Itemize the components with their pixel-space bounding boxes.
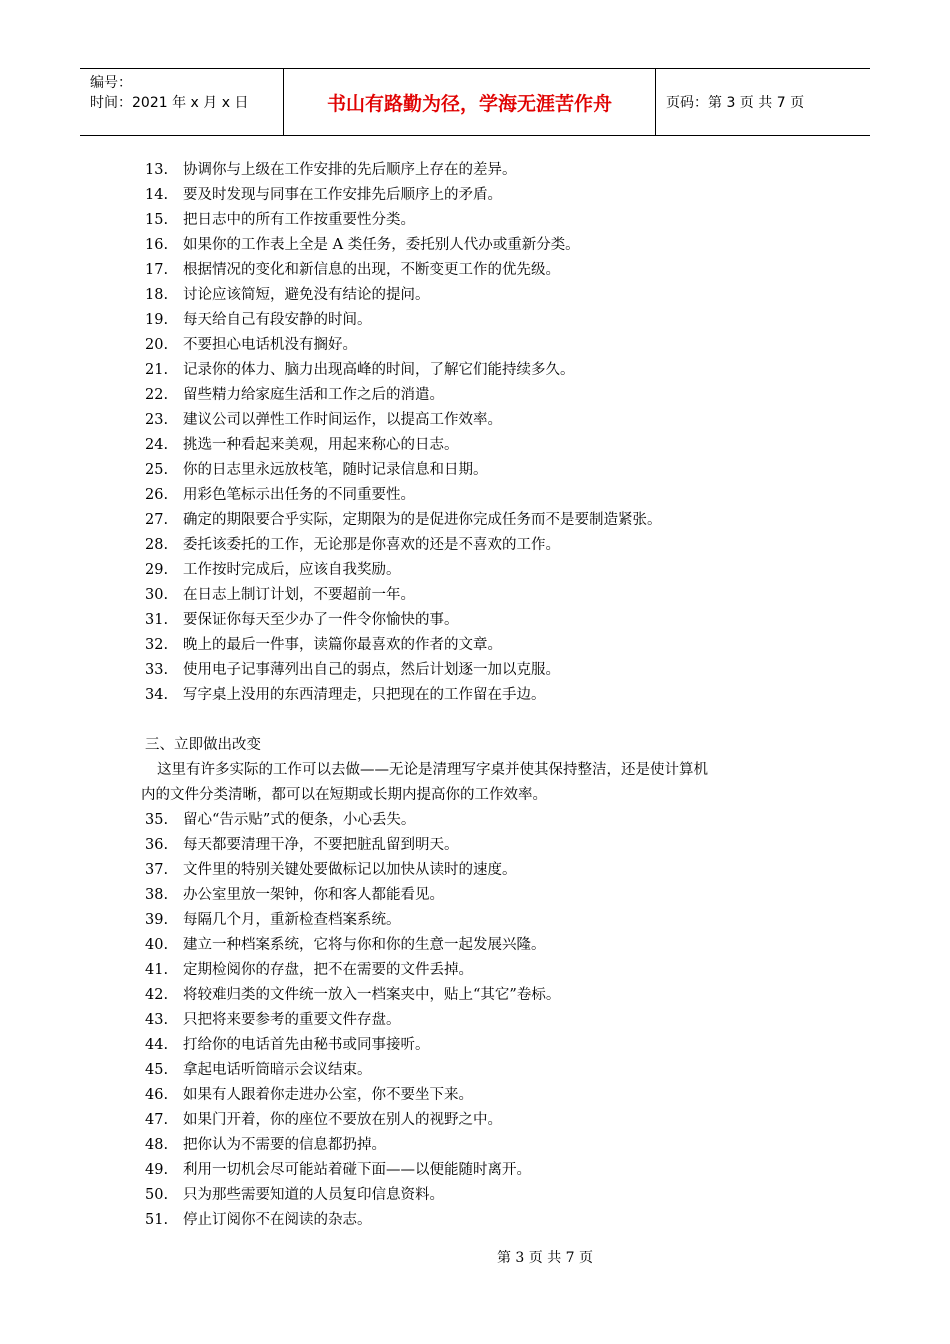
list-item	[145, 1058, 825, 1083]
item-number: 30.	[145, 587, 169, 603]
list-item	[145, 833, 825, 858]
list-item	[145, 633, 825, 658]
list-item	[145, 308, 825, 333]
item-text: 确定的期限要合乎实际，定期限为的是促进你完成任务而不是要制造紧张。	[183, 512, 662, 528]
list-item	[145, 183, 825, 208]
section-paragraph-line-2: 内的文件分类清晰，都可以在短期或长期内提高你的工作效率。	[141, 787, 547, 803]
item-number: 44.	[145, 1037, 169, 1053]
item-text: 留心“告示贴”式的便条，小心丢失。	[183, 812, 416, 828]
item-text: 如果你的工作表上全是 A 类任务，委托别人代办或重新分类。	[183, 237, 580, 253]
item-text: 每隔几个月，重新检查档案系统。	[183, 912, 401, 928]
item-text: 写字桌上没用的东西清理走，只把现在的工作留在手边。	[183, 687, 546, 703]
item-number: 23.	[145, 412, 169, 428]
number-label: 编号：	[90, 75, 132, 91]
header-motto: 书山有路勤为径，学海无涯苦作舟	[283, 69, 656, 135]
list-item	[145, 508, 825, 533]
item-number: 37.	[145, 862, 169, 878]
item-number: 40.	[145, 937, 169, 953]
item-text: 协调你与上级在工作安排的先后顺序上存在的差异。	[183, 162, 517, 178]
list-item	[145, 983, 825, 1008]
item-number: 18.	[145, 287, 169, 303]
item-text: 晚上的最后一件事，读篇你最喜欢的作者的文章。	[183, 637, 502, 653]
list-item	[145, 883, 825, 908]
item-text: 要保证你每天至少办了一件令你愉快的事。	[183, 612, 459, 628]
section-heading: 三、立即做出改变	[145, 737, 261, 753]
item-text: 办公室里放一架钟，你和客人都能看见。	[183, 887, 444, 903]
list-item	[145, 283, 825, 308]
time-label: 时间：2021 年 x 月 x 日	[90, 95, 249, 111]
list-item	[145, 608, 825, 633]
item-text: 不要担心电话机没有搁好。	[183, 337, 357, 353]
spacer	[145, 708, 825, 733]
list-item	[145, 358, 825, 383]
item-number: 39.	[145, 912, 169, 928]
item-number: 21.	[145, 362, 169, 378]
item-text: 挑选一种看起来美观，用起来称心的日志。	[183, 437, 459, 453]
item-text: 建立一种档案系统，它将与你和你的生意一起发展兴隆。	[183, 937, 546, 953]
list-item	[145, 333, 825, 358]
item-text: 拿起电话听筒暗示会议结束。	[183, 1062, 372, 1078]
item-text: 文件里的特别关键处要做标记以加快从读时的速度。	[183, 862, 517, 878]
item-text: 如果门开着，你的座位不要放在别人的视野之中。	[183, 1112, 502, 1128]
item-number: 24.	[145, 437, 169, 453]
item-text: 打给你的电话首先由秘书或同事接听。	[183, 1037, 430, 1053]
list-item	[145, 258, 825, 283]
list-item	[145, 158, 825, 183]
list-item	[145, 1108, 825, 1133]
item-number: 41.	[145, 962, 169, 978]
item-number: 47.	[145, 1112, 169, 1128]
item-number: 26.	[145, 487, 169, 503]
item-text: 每天都要清理干净，不要把脏乱留到明天。	[183, 837, 459, 853]
list-item	[145, 433, 825, 458]
list-item	[145, 558, 825, 583]
item-number: 16.	[145, 237, 169, 253]
item-number: 51.	[145, 1212, 169, 1228]
item-text: 把你认为不需要的信息都扔掉。	[183, 1137, 386, 1153]
item-number: 29.	[145, 562, 169, 578]
list-item	[145, 908, 825, 933]
item-number: 22.	[145, 387, 169, 403]
item-text: 定期检阅你的存盘，把不在需要的文件丢掉。	[183, 962, 473, 978]
list-item	[145, 683, 825, 708]
item-text: 要及时发现与同事在工作安排先后顺序上的矛盾。	[183, 187, 502, 203]
list-item	[145, 483, 825, 508]
item-text: 把日志中的所有工作按重要性分类。	[183, 212, 415, 228]
item-number: 13.	[145, 162, 169, 178]
list-item	[145, 858, 825, 883]
item-number: 43.	[145, 1012, 169, 1028]
item-list-b	[145, 808, 825, 1233]
item-number: 46.	[145, 1087, 169, 1103]
item-number: 33.	[145, 662, 169, 678]
list-item	[145, 1033, 825, 1058]
list-item	[145, 658, 825, 683]
list-item	[145, 958, 825, 983]
item-number: 25.	[145, 462, 169, 478]
item-text: 停止订阅你不在阅读的杂志。	[183, 1212, 372, 1228]
item-text: 根据情况的变化和新信息的出现，不断变更工作的优先级。	[183, 262, 560, 278]
item-text: 在日志上制订计划，不要超前一年。	[183, 587, 415, 603]
item-number: 31.	[145, 612, 169, 628]
item-text: 每天给自己有段安静的时间。	[183, 312, 372, 328]
list-item	[145, 458, 825, 483]
document-body	[141, 158, 825, 1233]
item-text: 只为那些需要知道的人员复印信息资料。	[183, 1187, 444, 1203]
list-item	[145, 1208, 825, 1233]
list-item	[145, 1158, 825, 1183]
list-item	[145, 383, 825, 408]
list-item	[145, 583, 825, 608]
list-item	[145, 533, 825, 558]
list-item	[145, 208, 825, 233]
item-text: 留些精力给家庭生活和工作之后的消遣。	[183, 387, 444, 403]
list-item	[145, 1083, 825, 1108]
item-number: 15.	[145, 212, 169, 228]
item-text: 你的日志里永远放枝笔，随时记录信息和日期。	[183, 462, 488, 478]
item-number: 32.	[145, 637, 169, 653]
item-number: 50.	[145, 1187, 169, 1203]
item-text: 委托该委托的工作，无论那是你喜欢的还是不喜欢的工作。	[183, 537, 560, 553]
item-list-a	[145, 158, 825, 708]
item-number: 45.	[145, 1062, 169, 1078]
item-text: 讨论应该简短，避免没有结论的提问。	[183, 287, 430, 303]
list-item	[145, 1133, 825, 1158]
item-number: 20.	[145, 337, 169, 353]
header-page-label: 页码：第 3 页 共 7 页	[666, 95, 805, 111]
item-number: 42.	[145, 987, 169, 1003]
item-text: 如果有人跟着你走进办公室，你不要坐下来。	[183, 1087, 473, 1103]
item-number: 14.	[145, 187, 169, 203]
item-number: 49.	[145, 1162, 169, 1178]
item-number: 34.	[145, 687, 169, 703]
item-text: 用彩色笔标示出任务的不同重要性。	[183, 487, 415, 503]
item-number: 36.	[145, 837, 169, 853]
list-item	[145, 408, 825, 433]
list-item	[145, 1008, 825, 1033]
item-text: 只把将来要参考的重要文件存盘。	[183, 1012, 401, 1028]
item-text: 记录你的体力、脑力出现高峰的时间，了解它们能持续多久。	[183, 362, 575, 378]
list-item	[145, 933, 825, 958]
item-number: 38.	[145, 887, 169, 903]
item-text: 工作按时完成后，应该自我奖励。	[183, 562, 401, 578]
page-footer: 第 3 页 共 7 页	[496, 1250, 594, 1266]
item-text: 使用电子记事薄列出自己的弱点，然后计划逐一加以克服。	[183, 662, 560, 678]
list-item	[145, 1183, 825, 1208]
page-header	[80, 68, 870, 136]
header-meta	[80, 69, 283, 135]
item-text: 利用一切机会尽可能站着碰下面——以便能随时离开。	[183, 1162, 531, 1178]
list-item	[145, 233, 825, 258]
item-number: 35.	[145, 812, 169, 828]
item-number: 19.	[145, 312, 169, 328]
list-item	[145, 808, 825, 833]
item-text: 建议公司以弹性工作时间运作，以提高工作效率。	[183, 412, 502, 428]
item-number: 27.	[145, 512, 169, 528]
item-text: 将较难归类的文件统一放入一档案夹中，贴上“其它”卷标。	[183, 987, 561, 1003]
section-paragraph-line-1: 这里有许多实际的工作可以去做——无论是清理写字桌并使其保持整洁，还是使计算机	[157, 762, 708, 778]
item-number: 17.	[145, 262, 169, 278]
item-number: 48.	[145, 1137, 169, 1153]
item-number: 28.	[145, 537, 169, 553]
